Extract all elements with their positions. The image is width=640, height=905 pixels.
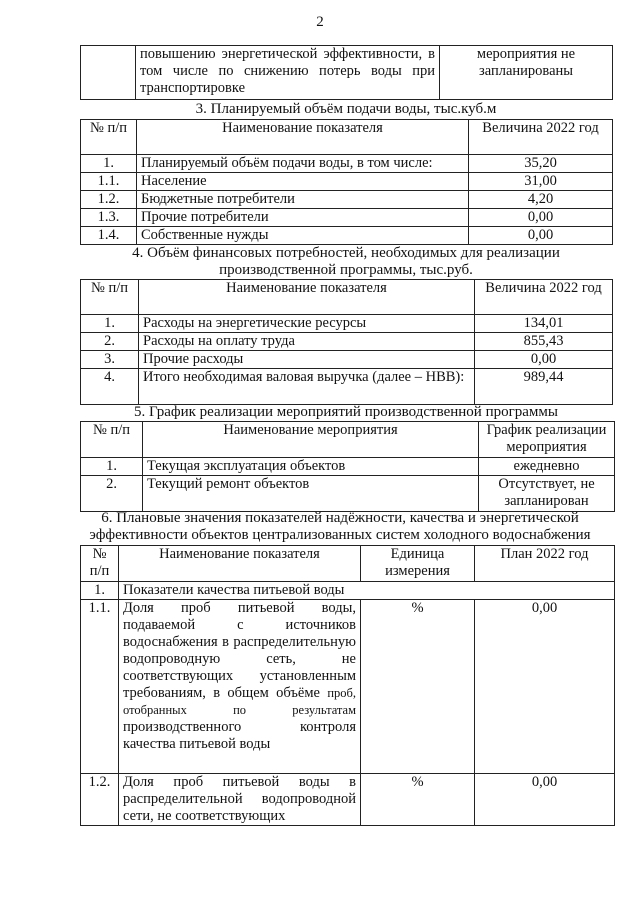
row-value: 134,01: [475, 315, 613, 333]
continuation-table: [80, 45, 613, 100]
section4-table: [80, 279, 613, 405]
header-name: Наименование показателя: [137, 120, 469, 155]
group-num: 1.: [81, 582, 119, 600]
row-name: Прочие потребители: [137, 209, 469, 227]
row-num: 1.: [81, 155, 137, 173]
header-num: № п/п: [81, 422, 143, 458]
row-num: 1.2.: [81, 191, 137, 209]
row-name: Расходы на энергетические ресурсы: [139, 315, 475, 333]
row-name-part1: Доля проб питьевой воды, подаваемой с источников водоснабжения в распределительную водопроводную сеть, не соответствующих установленным требованиям, в общем объёме: [123, 600, 356, 701]
row-name: [119, 600, 361, 774]
measure-text: повышению энергетической эффективности, в том числе по снижению потерь воды при транспортировке: [136, 46, 440, 100]
row-value: 0,00: [475, 600, 615, 774]
header-plan: План 2022 год: [475, 546, 615, 582]
section4-caption-line2: производственной программы, тыс.руб.: [219, 262, 473, 278]
row-unit: %: [361, 774, 475, 826]
row-unit: %: [361, 600, 475, 774]
section6-caption-line1: 6. Плановые значения показателей надёжности, качества и энергетической: [101, 510, 579, 526]
section5-caption: 5. График реализации мероприятий производственной программы: [134, 404, 558, 420]
row-num: 1.: [81, 458, 143, 476]
header-value: Величина 2022 год: [469, 120, 613, 155]
row-num: 3.: [81, 351, 139, 369]
row-name: Текущая эксплуатация объектов: [143, 458, 479, 476]
row-name: Итого необходимая валовая выручка (далее – НВВ):: [139, 369, 475, 405]
header-num: № п/п: [81, 280, 139, 315]
row-name: Доля проб питьевой воды в распределительной водопроводной сети, не соответствующих: [119, 774, 361, 826]
section4-caption-line1: 4. Объём финансовых потребностей, необходимых для реализации: [132, 245, 560, 261]
row-name: Планируемый объём подачи воды, в том числе:: [137, 155, 469, 173]
row-num: 1.3.: [81, 209, 137, 227]
row-value: 0,00: [469, 227, 613, 245]
row-value: 989,44: [475, 369, 613, 405]
row-num: 2.: [81, 476, 143, 512]
row-name-part2: проб, отобранных по результатам: [123, 686, 356, 717]
row-name: Прочие расходы: [139, 351, 475, 369]
row-name: Расходы на оплату труда: [139, 333, 475, 351]
section5-table: [80, 421, 615, 512]
row-name: Бюджетные потребители: [137, 191, 469, 209]
row-value: 0,00: [469, 209, 613, 227]
header-name: Наименование мероприятия: [143, 422, 479, 458]
header-name: Наименование показателя: [119, 546, 361, 582]
row-value: 0,00: [475, 774, 615, 826]
row-num: 2.: [81, 333, 139, 351]
row-num: 1.1.: [81, 173, 137, 191]
header-num: № п/п: [81, 120, 137, 155]
section6-table: [80, 545, 615, 826]
row-name: Собственные нужды: [137, 227, 469, 245]
row-schedule: Отсутствует, не запланирован: [479, 476, 615, 512]
row-num: 1.4.: [81, 227, 137, 245]
row-name-part3: производственного контроля качества питьевой воды: [123, 719, 356, 752]
section6-caption-line2: эффективности объектов централизованных систем холодного водоснабжения: [89, 527, 591, 543]
row-num: 1.: [81, 315, 139, 333]
header-value: Величина 2022 год: [475, 280, 613, 315]
row-num: 1.1.: [81, 600, 119, 774]
group-title: Показатели качества питьевой воды: [119, 582, 615, 600]
row-name: Население: [137, 173, 469, 191]
header-unit: Единица измерения: [361, 546, 475, 582]
empty-cell: [81, 46, 136, 100]
page-number: 2: [316, 14, 324, 30]
row-value: 855,43: [475, 333, 613, 351]
header-name: Наименование показателя: [139, 280, 475, 315]
row-value: 35,20: [469, 155, 613, 173]
row-value: 31,00: [469, 173, 613, 191]
row-num: 1.2.: [81, 774, 119, 826]
row-value: 4,20: [469, 191, 613, 209]
header-schedule: График реализации мероприятия: [479, 422, 615, 458]
row-name: Текущий ремонт объектов: [143, 476, 479, 512]
header-num: № п/п: [81, 546, 119, 582]
section3-caption: 3. Планируемый объём подачи воды, тыс.куб.м: [195, 101, 497, 117]
measure-status: мероприятия не запланированы: [440, 46, 613, 100]
row-num: 4.: [81, 369, 139, 405]
row-schedule: ежедневно: [479, 458, 615, 476]
section3-table: [80, 119, 613, 245]
row-value: 0,00: [475, 351, 613, 369]
